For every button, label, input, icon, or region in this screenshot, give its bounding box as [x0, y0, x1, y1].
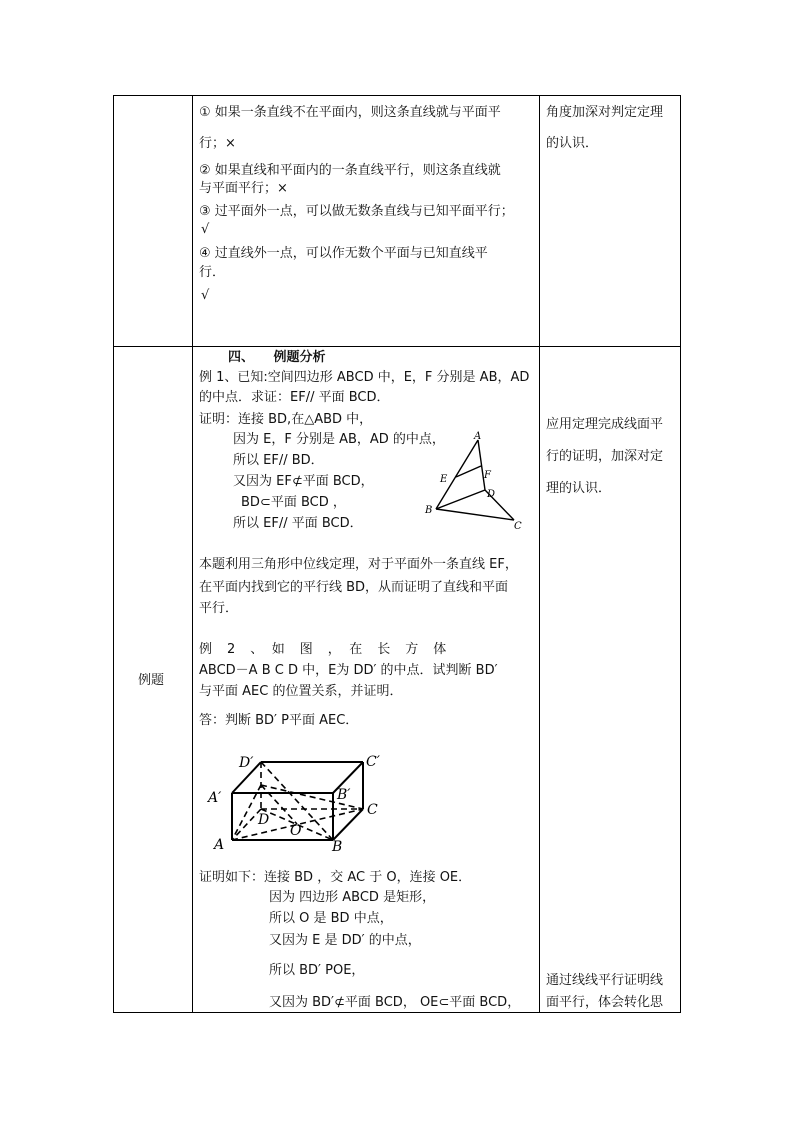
statement-4-line-1: ④ 过直线外一点，可以作无数个平面与已知直线平 — [199, 246, 488, 261]
section-heading: 四、 例题分析 — [228, 350, 326, 365]
note-row2b-line-1: 通过线线平行证明线 — [546, 973, 664, 988]
proof1-line-3: 所以 EF// BD． — [233, 453, 324, 468]
proof1-line-6: 所以 EF// 平面 BCD． — [233, 516, 363, 531]
note-row2a-line-3: 理的认识． — [546, 481, 612, 496]
row-divider — [113, 346, 681, 347]
table-left-border — [113, 95, 114, 1013]
example2-line-2: ABCD－A B C D 中，E为 DD′ 的中点．试判断 BD′ — [199, 663, 498, 678]
proof2-line-2: 因为 四边形 ABCD 是矩形， — [269, 890, 436, 905]
note-row1-line-2: 的认识． — [546, 136, 599, 151]
label-B: B — [425, 505, 433, 516]
statement-1-line-2: 行；× — [199, 136, 236, 151]
label-B-prime: B′ — [337, 787, 351, 803]
proof1-line-4: 又因为 EF⊄平面 BCD， — [233, 474, 374, 489]
statement-2-line-2: 与平面平行；× — [199, 181, 288, 196]
table-top-border — [113, 95, 681, 96]
label-A: A — [214, 837, 225, 852]
label-O: O — [290, 823, 302, 839]
proof2-line-5: 所以 BD′ POE， — [269, 963, 365, 978]
statement-1-line-1: ① 如果一条直线不在平面内，则这条直线就与平面平 — [199, 105, 501, 120]
example2-line-3: 与平面 AEC 的位置关系，并证明． — [199, 684, 403, 699]
label-D: D — [258, 812, 270, 828]
statement-4-line-2: 行． — [199, 265, 226, 280]
col-divider-2 — [539, 95, 540, 1013]
note-row2a-line-1: 应用定理完成线面平 — [546, 417, 664, 432]
cuboid-figure — [203, 752, 403, 852]
statement-4-line-3: √ — [201, 288, 210, 303]
statement-2-line-1: ② 如果直线和平面内的一条直线平行，则这条直线就 — [199, 163, 501, 178]
proof2-line-6: 又因为 BD′⊄平面 BCD， OE⊂平面 BCD， — [269, 995, 521, 1010]
row-label-examples: 例题 — [138, 673, 165, 688]
remark-line-3: 平行． — [199, 601, 239, 616]
example2-line-1: 例 2 、 如 图 ， 在 长 方 体 — [199, 642, 448, 657]
proof1-line-1: 证明：连接 BD,在△ABD 中， — [199, 412, 373, 427]
label-D-prime: D′ — [239, 755, 254, 771]
example1-line-1: 例 1、已知:空间四边形 ABCD 中，E，F 分别是 AB，AD — [199, 370, 530, 385]
note-row2b-line-2: 面平行，体会转化思 — [546, 995, 664, 1010]
table-bottom-border — [113, 1012, 681, 1013]
proof1-line-5: BD⊂平面 BCD ， — [241, 495, 346, 510]
table-right-border — [680, 95, 681, 1013]
note-row1-line-1: 角度加深对判定定理 — [546, 105, 664, 120]
proof2-line-3: 所以 O 是 BD 中点， — [269, 911, 393, 926]
remark-line-1: 本题利用三角形中位线定理，对于平面外一条直线 EF， — [199, 557, 518, 572]
proof1-line-2: 因为 E，F 分别是 AB，AD 的中点， — [233, 432, 445, 447]
label-E: E — [440, 474, 448, 485]
note-row2a-line-2: 行的证明，加深对定 — [546, 449, 664, 464]
label-C-prime: C′ — [366, 754, 380, 770]
example1-line-2: 的中点．求证：EF// 平面 BCD． — [199, 390, 390, 405]
statement-3-line-1: ③ 过平面外一点，可以做无数条直线与已知平面平行； — [199, 204, 514, 219]
remark-line-2: 在平面内找到它的平行线 BD，从而证明了直线和平面 — [199, 580, 509, 595]
label-B: B — [332, 839, 343, 852]
label-C: C — [514, 521, 522, 530]
label-C: C — [367, 802, 378, 818]
col-divider-1 — [192, 95, 193, 1013]
answer-line: 答：判断 BD′ P平面 AEC． — [199, 713, 359, 728]
statement-3-line-2: √ — [201, 222, 210, 237]
label-A-prime: A′ — [208, 790, 222, 806]
label-F: F — [484, 470, 491, 481]
proof2-line-1: 证明如下：连接 BD ，交 AC 于 O，连接 OE． — [199, 870, 472, 885]
label-A: A — [474, 431, 482, 442]
proof2-line-4: 又因为 E 是 DD′ 的中点， — [269, 933, 421, 948]
label-D: D — [487, 489, 496, 500]
tetrahedron-figure — [422, 430, 532, 530]
